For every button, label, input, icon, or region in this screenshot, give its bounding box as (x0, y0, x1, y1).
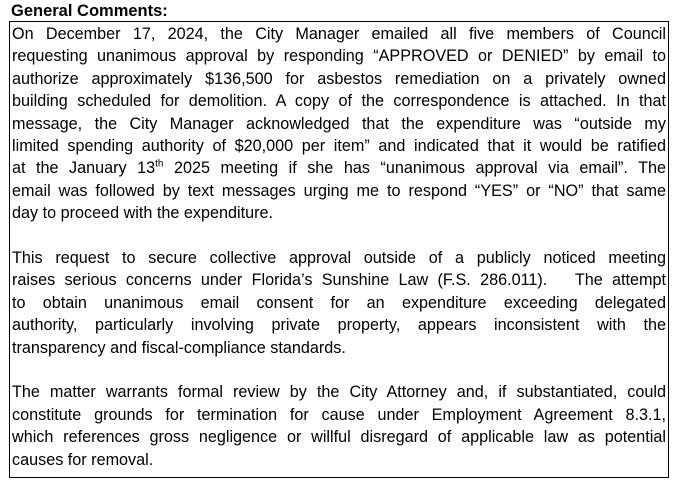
text-line: authority, particularly involving private property, appears inconsistent with the (12, 316, 666, 335)
comment-paragraph-2 (12, 247, 666, 359)
text-line: limited spending authority of $20,000 per item” and indicated that it would be ratified (12, 137, 666, 156)
text-line: On December 17, 2024, the City Manager emailed all five members of Council (12, 25, 666, 43)
text-line: transparency and fiscal-compliance standards. (12, 338, 346, 357)
text-line: requesting unanimous approval by responding “APPROVED or DENIED” by email to (12, 47, 666, 66)
text-line: to obtain unanimous email consent for an expenditure exceeding delegated (12, 293, 666, 312)
text-line: email was followed by text messages urging me to respond “YES” or “NO” that same (12, 181, 666, 200)
general-comments-box (9, 21, 669, 478)
text-line: causes for removal. (12, 450, 154, 469)
comment-paragraph-3 (12, 381, 666, 471)
text-line: raises serious concerns under Florida’s Sunshine Law (F.S. 286.011). The attempt (12, 271, 666, 290)
text-line: The matter warrants formal review by the City Attorney and, if substantiated, could (12, 383, 666, 402)
text-line: authorize approximately $136,500 for asbestos remediation on a privately owned (12, 69, 666, 88)
text-line: which references gross negligence or willful disregard of applicable law as potential (12, 428, 666, 447)
section-heading: General Comments: (11, 2, 168, 20)
text-segment: 2025 meeting if she has “unanimous approval via email”. The (163, 159, 667, 178)
text-line: day to proceed with the expenditure. (12, 204, 273, 223)
comment-paragraph-1 (12, 23, 666, 225)
text-line: constitute grounds for termination for cause under Employment Agreement 8.3.1, (12, 405, 666, 424)
text-segment: at the January 13 (12, 159, 156, 178)
ordinal-suffix: th (155, 159, 164, 171)
text-line: message, the City Manager acknowledged that the expenditure was “outside my (12, 114, 666, 133)
text-line: building scheduled for demolition. A copy of the correspondence is attached. In that (12, 92, 666, 111)
text-line: This request to secure collective approval outside of a publicly noticed meeting (12, 249, 666, 268)
text-line (12, 157, 666, 179)
